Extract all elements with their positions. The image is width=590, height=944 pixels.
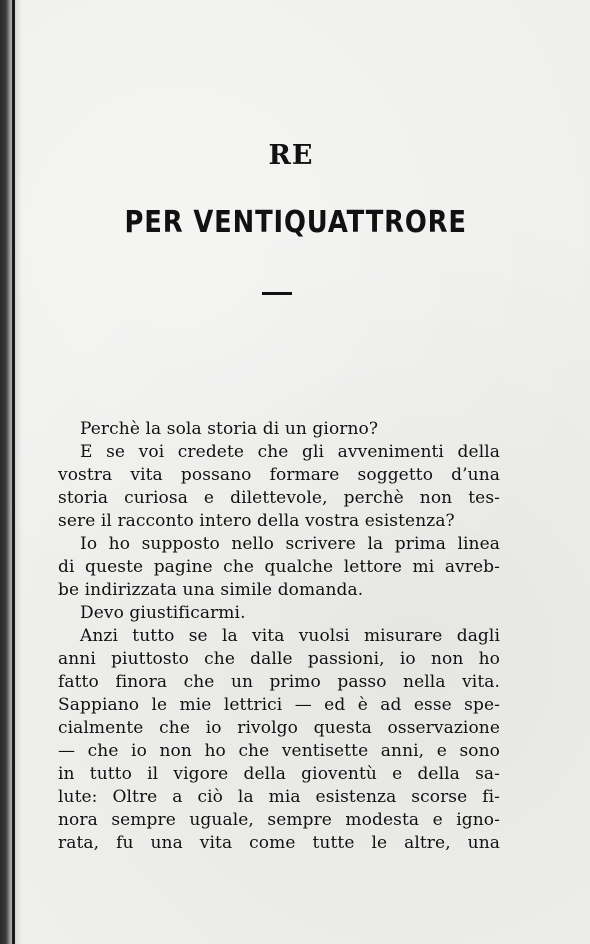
text-line: nora sempre uguale, sempre modesta e igno- bbox=[58, 810, 500, 830]
book-spine-shadow bbox=[0, 0, 22, 944]
text-line: rata, fu una vita come tutte le altre, una bbox=[58, 833, 500, 853]
page-header: RE bbox=[268, 140, 314, 171]
book-spine-edge bbox=[12, 0, 15, 944]
text-line: storia curiosa e dilettevole, perchè non tes- bbox=[58, 488, 500, 508]
text-line: Io ho supposto nello scrivere la prima linea bbox=[80, 534, 500, 554]
text-line: E se voi credete che gli avvenimenti della bbox=[80, 442, 500, 462]
text-line: lute: Oltre a ciò la mia esistenza scorse fi- bbox=[58, 787, 500, 807]
text-line: be indirizzata una simile domanda. bbox=[58, 580, 364, 600]
text-line: vostra vita possano formare soggetto d’una bbox=[58, 465, 500, 485]
text-line: Perchè la sola storia di un giorno? bbox=[80, 419, 379, 439]
title-divider bbox=[262, 292, 292, 295]
text-line: Sappiano le mie lettrici — ed è ad esse spe- bbox=[58, 695, 500, 715]
text-line: di queste pagine che qualche lettore mi avreb- bbox=[58, 557, 500, 577]
text-line: anni piuttosto che dalle passioni, io non ho bbox=[58, 649, 500, 669]
text-line: Anzi tutto se la vita vuolsi misurare dagli bbox=[80, 626, 500, 646]
text-line: — che io non ho che ventisette anni, e sono bbox=[58, 741, 500, 761]
text-line: in tutto il vigore della gioventù e della sa- bbox=[58, 764, 500, 784]
text-line: Devo giustificarmi. bbox=[80, 603, 246, 623]
text-line: fatto finora che un primo passo nella vita. bbox=[58, 672, 500, 692]
text-line: cialmente che io rivolgo questa osservazione bbox=[58, 718, 500, 738]
body-text bbox=[58, 418, 500, 855]
text-line: sere il racconto intero della vostra esistenza? bbox=[58, 511, 455, 531]
chapter-title: PER VENTIQUATTRORE bbox=[124, 205, 467, 240]
